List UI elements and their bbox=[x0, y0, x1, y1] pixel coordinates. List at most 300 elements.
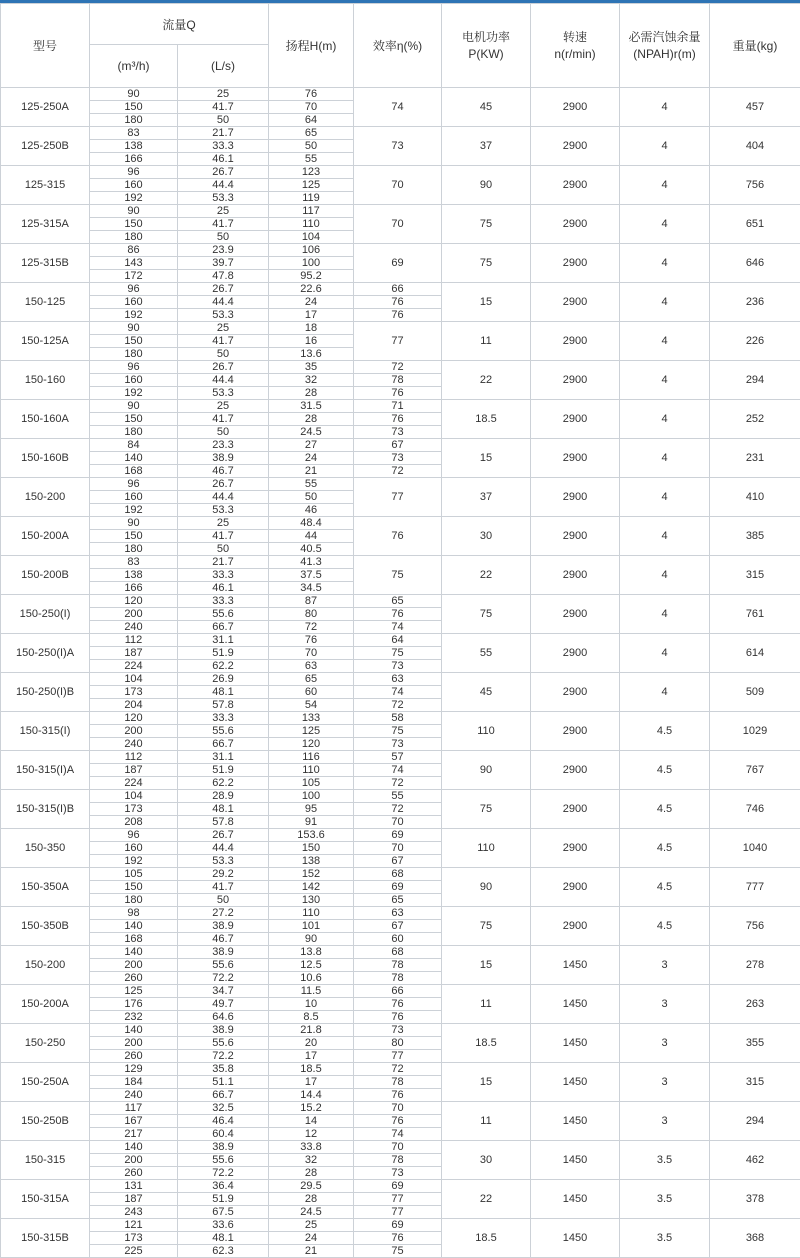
flow-m3h-cell: 83 bbox=[90, 556, 178, 569]
head-cell: 50 bbox=[269, 491, 354, 504]
flow-m3h-cell: 200 bbox=[90, 1154, 178, 1167]
spec-row-line bbox=[1, 205, 800, 218]
power-cell: 11 bbox=[442, 985, 531, 1024]
head-cell: 70 bbox=[269, 647, 354, 660]
weight-cell: 385 bbox=[710, 517, 800, 556]
efficiency-cell: 75 bbox=[354, 725, 442, 738]
efficiency-cell: 72 bbox=[354, 1063, 442, 1076]
flow-ls-cell: 47.8 bbox=[178, 270, 269, 283]
power-cell: 22 bbox=[442, 1180, 531, 1219]
efficiency-cell: 69 bbox=[354, 881, 442, 894]
spec-table-body bbox=[1, 88, 800, 1258]
speed-cell: 1450 bbox=[531, 1063, 620, 1102]
weight-cell: 756 bbox=[710, 166, 800, 205]
flow-m3h-cell: 192 bbox=[90, 192, 178, 205]
head-cell: 14 bbox=[269, 1115, 354, 1128]
flow-ls-cell: 72.2 bbox=[178, 1050, 269, 1063]
head-cell: 87 bbox=[269, 595, 354, 608]
speed-cell: 2900 bbox=[531, 790, 620, 829]
head-cell: 55 bbox=[269, 478, 354, 491]
model-cell: 150-160B bbox=[1, 439, 90, 478]
flow-m3h-cell: 90 bbox=[90, 88, 178, 101]
flow-m3h-cell: 105 bbox=[90, 868, 178, 881]
model-cell: 150-250 bbox=[1, 1024, 90, 1063]
flow-ls-cell: 46.1 bbox=[178, 153, 269, 166]
head-cell: 24 bbox=[269, 452, 354, 465]
flow-ls-cell: 26.7 bbox=[178, 829, 269, 842]
speed-cell: 2900 bbox=[531, 88, 620, 127]
header-power bbox=[442, 4, 531, 88]
flow-m3h-cell: 240 bbox=[90, 1089, 178, 1102]
flow-ls-cell: 33.3 bbox=[178, 140, 269, 153]
flow-ls-cell: 46.4 bbox=[178, 1115, 269, 1128]
flow-m3h-cell: 150 bbox=[90, 881, 178, 894]
flow-m3h-cell: 187 bbox=[90, 647, 178, 660]
header-flow-m3h: (m³/h) bbox=[90, 45, 178, 88]
flow-ls-cell: 31.1 bbox=[178, 634, 269, 647]
flow-m3h-cell: 140 bbox=[90, 1141, 178, 1154]
flow-m3h-cell: 173 bbox=[90, 803, 178, 816]
flow-m3h-cell: 176 bbox=[90, 998, 178, 1011]
power-cell: 15 bbox=[442, 439, 531, 478]
power-cell: 110 bbox=[442, 712, 531, 751]
efficiency-cell: 71 bbox=[354, 400, 442, 413]
efficiency-cell: 78 bbox=[354, 1154, 442, 1167]
flow-m3h-cell: 140 bbox=[90, 920, 178, 933]
flow-m3h-cell: 260 bbox=[90, 1167, 178, 1180]
spec-row-line bbox=[1, 1180, 800, 1193]
efficiency-cell: 65 bbox=[354, 595, 442, 608]
npsh-cell: 4 bbox=[620, 244, 710, 283]
npsh-cell: 3.5 bbox=[620, 1141, 710, 1180]
efficiency-cell: 68 bbox=[354, 868, 442, 881]
efficiency-cell: 80 bbox=[354, 1037, 442, 1050]
efficiency-cell: 67 bbox=[354, 920, 442, 933]
flow-m3h-cell: 217 bbox=[90, 1128, 178, 1141]
head-cell: 65 bbox=[269, 673, 354, 686]
model-cell: 150-315(I)B bbox=[1, 790, 90, 829]
flow-ls-cell: 51.9 bbox=[178, 647, 269, 660]
header-power-line1: 电机功率 bbox=[442, 29, 530, 46]
flow-m3h-cell: 150 bbox=[90, 413, 178, 426]
flow-ls-cell: 62.2 bbox=[178, 777, 269, 790]
speed-cell: 2900 bbox=[531, 556, 620, 595]
flow-ls-cell: 41.7 bbox=[178, 413, 269, 426]
npsh-cell: 4 bbox=[620, 595, 710, 634]
model-cell: 125-315B bbox=[1, 244, 90, 283]
head-cell: 14.4 bbox=[269, 1089, 354, 1102]
flow-m3h-cell: 192 bbox=[90, 387, 178, 400]
head-cell: 95 bbox=[269, 803, 354, 816]
speed-cell: 2900 bbox=[531, 361, 620, 400]
flow-m3h-cell: 225 bbox=[90, 1245, 178, 1258]
flow-ls-cell: 50 bbox=[178, 348, 269, 361]
head-cell: 130 bbox=[269, 894, 354, 907]
flow-ls-cell: 33.6 bbox=[178, 1219, 269, 1232]
head-cell: 15.2 bbox=[269, 1102, 354, 1115]
flow-ls-cell: 21.7 bbox=[178, 556, 269, 569]
efficiency-cell: 74 bbox=[354, 1128, 442, 1141]
speed-cell: 2900 bbox=[531, 829, 620, 868]
flow-m3h-cell: 90 bbox=[90, 517, 178, 530]
weight-cell: 294 bbox=[710, 1102, 800, 1141]
efficiency-cell: 66 bbox=[354, 985, 442, 998]
efficiency-cell: 73 bbox=[354, 452, 442, 465]
power-cell: 90 bbox=[442, 166, 531, 205]
weight-cell: 761 bbox=[710, 595, 800, 634]
power-cell: 45 bbox=[442, 673, 531, 712]
spec-row-line bbox=[1, 829, 800, 842]
flow-ls-cell: 38.9 bbox=[178, 1141, 269, 1154]
model-cell: 125-315 bbox=[1, 166, 90, 205]
efficiency-cell: 69 bbox=[354, 244, 442, 283]
flow-ls-cell: 38.9 bbox=[178, 1024, 269, 1037]
power-cell: 18.5 bbox=[442, 400, 531, 439]
head-cell: 100 bbox=[269, 257, 354, 270]
npsh-cell: 4 bbox=[620, 88, 710, 127]
spec-row-line bbox=[1, 361, 800, 374]
efficiency-cell: 70 bbox=[354, 1141, 442, 1154]
model-cell: 150-350B bbox=[1, 907, 90, 946]
npsh-cell: 4 bbox=[620, 478, 710, 517]
weight-cell: 278 bbox=[710, 946, 800, 985]
flow-m3h-cell: 98 bbox=[90, 907, 178, 920]
weight-cell: 457 bbox=[710, 88, 800, 127]
efficiency-cell: 73 bbox=[354, 660, 442, 673]
header-speed-line1: 转速 bbox=[531, 29, 619, 46]
flow-m3h-cell: 180 bbox=[90, 231, 178, 244]
spec-row-line bbox=[1, 712, 800, 725]
efficiency-cell: 72 bbox=[354, 361, 442, 374]
flow-ls-cell: 51.1 bbox=[178, 1076, 269, 1089]
efficiency-cell: 70 bbox=[354, 816, 442, 829]
efficiency-cell: 76 bbox=[354, 1232, 442, 1245]
flow-m3h-cell: 204 bbox=[90, 699, 178, 712]
spec-row-line bbox=[1, 1219, 800, 1232]
head-cell: 28 bbox=[269, 387, 354, 400]
head-cell: 34.5 bbox=[269, 582, 354, 595]
head-cell: 41.3 bbox=[269, 556, 354, 569]
model-cell: 150-315 bbox=[1, 1141, 90, 1180]
model-cell: 150-250(I)A bbox=[1, 634, 90, 673]
speed-cell: 1450 bbox=[531, 946, 620, 985]
head-cell: 24 bbox=[269, 1232, 354, 1245]
head-cell: 17 bbox=[269, 1050, 354, 1063]
flow-ls-cell: 53.3 bbox=[178, 855, 269, 868]
power-cell: 15 bbox=[442, 283, 531, 322]
flow-m3h-cell: 192 bbox=[90, 309, 178, 322]
flow-ls-cell: 55.6 bbox=[178, 1037, 269, 1050]
flow-m3h-cell: 138 bbox=[90, 140, 178, 153]
flow-ls-cell: 53.3 bbox=[178, 387, 269, 400]
speed-cell: 2900 bbox=[531, 322, 620, 361]
flow-ls-cell: 46.7 bbox=[178, 465, 269, 478]
power-cell: 75 bbox=[442, 595, 531, 634]
speed-cell: 2900 bbox=[531, 751, 620, 790]
flow-m3h-cell: 180 bbox=[90, 543, 178, 556]
header-npsh bbox=[620, 4, 710, 88]
spec-row-line bbox=[1, 1063, 800, 1076]
head-cell: 10.6 bbox=[269, 972, 354, 985]
head-cell: 28 bbox=[269, 413, 354, 426]
flow-m3h-cell: 200 bbox=[90, 1037, 178, 1050]
flow-ls-cell: 44.4 bbox=[178, 296, 269, 309]
efficiency-cell: 73 bbox=[354, 426, 442, 439]
weight-cell: 226 bbox=[710, 322, 800, 361]
flow-m3h-cell: 150 bbox=[90, 218, 178, 231]
npsh-cell: 4 bbox=[620, 322, 710, 361]
head-cell: 90 bbox=[269, 933, 354, 946]
head-cell: 13.6 bbox=[269, 348, 354, 361]
flow-m3h-cell: 112 bbox=[90, 751, 178, 764]
speed-cell: 2900 bbox=[531, 712, 620, 751]
head-cell: 22.6 bbox=[269, 283, 354, 296]
flow-ls-cell: 50 bbox=[178, 543, 269, 556]
npsh-cell: 3 bbox=[620, 946, 710, 985]
flow-ls-cell: 26.7 bbox=[178, 283, 269, 296]
efficiency-cell: 73 bbox=[354, 1024, 442, 1037]
flow-ls-cell: 66.7 bbox=[178, 738, 269, 751]
spec-row-line bbox=[1, 166, 800, 179]
flow-m3h-cell: 243 bbox=[90, 1206, 178, 1219]
model-cell: 125-315A bbox=[1, 205, 90, 244]
flow-ls-cell: 48.1 bbox=[178, 803, 269, 816]
header-model: 型号 bbox=[1, 4, 90, 88]
head-cell: 116 bbox=[269, 751, 354, 764]
npsh-cell: 3 bbox=[620, 985, 710, 1024]
npsh-cell: 4 bbox=[620, 400, 710, 439]
flow-m3h-cell: 90 bbox=[90, 322, 178, 335]
flow-ls-cell: 41.7 bbox=[178, 530, 269, 543]
npsh-cell: 4.5 bbox=[620, 907, 710, 946]
flow-m3h-cell: 167 bbox=[90, 1115, 178, 1128]
spec-row-line bbox=[1, 127, 800, 140]
spec-row-line bbox=[1, 439, 800, 452]
flow-ls-cell: 25 bbox=[178, 517, 269, 530]
head-cell: 55 bbox=[269, 153, 354, 166]
flow-ls-cell: 25 bbox=[178, 88, 269, 101]
head-cell: 46 bbox=[269, 504, 354, 517]
npsh-cell: 3 bbox=[620, 1102, 710, 1141]
model-cell: 150-315(I)A bbox=[1, 751, 90, 790]
head-cell: 125 bbox=[269, 179, 354, 192]
head-cell: 48.4 bbox=[269, 517, 354, 530]
power-cell: 75 bbox=[442, 244, 531, 283]
head-cell: 72 bbox=[269, 621, 354, 634]
flow-m3h-cell: 166 bbox=[90, 153, 178, 166]
efficiency-cell: 69 bbox=[354, 829, 442, 842]
head-cell: 18.5 bbox=[269, 1063, 354, 1076]
flow-m3h-cell: 200 bbox=[90, 608, 178, 621]
npsh-cell: 3.5 bbox=[620, 1219, 710, 1258]
head-cell: 24.5 bbox=[269, 1206, 354, 1219]
power-cell: 18.5 bbox=[442, 1024, 531, 1063]
flow-m3h-cell: 90 bbox=[90, 205, 178, 218]
npsh-cell: 4 bbox=[620, 361, 710, 400]
flow-ls-cell: 64.6 bbox=[178, 1011, 269, 1024]
head-cell: 120 bbox=[269, 738, 354, 751]
npsh-cell: 4 bbox=[620, 673, 710, 712]
power-cell: 75 bbox=[442, 790, 531, 829]
power-cell: 110 bbox=[442, 829, 531, 868]
weight-cell: 231 bbox=[710, 439, 800, 478]
flow-ls-cell: 38.9 bbox=[178, 920, 269, 933]
flow-m3h-cell: 232 bbox=[90, 1011, 178, 1024]
model-cell: 150-250B bbox=[1, 1102, 90, 1141]
weight-cell: 294 bbox=[710, 361, 800, 400]
weight-cell: 651 bbox=[710, 205, 800, 244]
head-cell: 21 bbox=[269, 465, 354, 478]
flow-m3h-cell: 172 bbox=[90, 270, 178, 283]
head-cell: 150 bbox=[269, 842, 354, 855]
flow-ls-cell: 57.8 bbox=[178, 699, 269, 712]
efficiency-cell: 63 bbox=[354, 907, 442, 920]
header-flow-ls: (L/s) bbox=[178, 45, 269, 88]
header-speed bbox=[531, 4, 620, 88]
flow-ls-cell: 50 bbox=[178, 114, 269, 127]
flow-ls-cell: 50 bbox=[178, 894, 269, 907]
flow-m3h-cell: 83 bbox=[90, 127, 178, 140]
flow-ls-cell: 35.8 bbox=[178, 1063, 269, 1076]
header-row-1 bbox=[1, 4, 800, 45]
flow-m3h-cell: 96 bbox=[90, 829, 178, 842]
flow-ls-cell: 48.1 bbox=[178, 686, 269, 699]
efficiency-cell: 72 bbox=[354, 777, 442, 790]
model-cell: 150-160 bbox=[1, 361, 90, 400]
efficiency-cell: 77 bbox=[354, 478, 442, 517]
weight-cell: 368 bbox=[710, 1219, 800, 1258]
npsh-cell: 4.5 bbox=[620, 868, 710, 907]
flow-m3h-cell: 131 bbox=[90, 1180, 178, 1193]
weight-cell: 355 bbox=[710, 1024, 800, 1063]
spec-table-header bbox=[1, 4, 800, 88]
head-cell: 35 bbox=[269, 361, 354, 374]
flow-ls-cell: 44.4 bbox=[178, 491, 269, 504]
flow-m3h-cell: 160 bbox=[90, 842, 178, 855]
power-cell: 37 bbox=[442, 478, 531, 517]
flow-ls-cell: 72.2 bbox=[178, 1167, 269, 1180]
power-cell: 90 bbox=[442, 751, 531, 790]
speed-cell: 2900 bbox=[531, 400, 620, 439]
speed-cell: 2900 bbox=[531, 595, 620, 634]
head-cell: 64 bbox=[269, 114, 354, 127]
npsh-cell: 4 bbox=[620, 166, 710, 205]
model-cell: 150-200 bbox=[1, 946, 90, 985]
head-cell: 91 bbox=[269, 816, 354, 829]
head-cell: 80 bbox=[269, 608, 354, 621]
flow-m3h-cell: 180 bbox=[90, 348, 178, 361]
speed-cell: 2900 bbox=[531, 283, 620, 322]
flow-ls-cell: 26.9 bbox=[178, 673, 269, 686]
model-cell: 150-350 bbox=[1, 829, 90, 868]
flow-m3h-cell: 173 bbox=[90, 1232, 178, 1245]
head-cell: 11.5 bbox=[269, 985, 354, 998]
speed-cell: 2900 bbox=[531, 244, 620, 283]
flow-m3h-cell: 187 bbox=[90, 1193, 178, 1206]
model-cell: 150-250(I)B bbox=[1, 673, 90, 712]
spec-row-line bbox=[1, 1141, 800, 1154]
head-cell: 28 bbox=[269, 1167, 354, 1180]
flow-m3h-cell: 180 bbox=[90, 114, 178, 127]
flow-ls-cell: 53.3 bbox=[178, 504, 269, 517]
weight-cell: 614 bbox=[710, 634, 800, 673]
head-cell: 76 bbox=[269, 88, 354, 101]
power-cell: 45 bbox=[442, 88, 531, 127]
flow-ls-cell: 49.7 bbox=[178, 998, 269, 1011]
efficiency-cell: 76 bbox=[354, 608, 442, 621]
flow-m3h-cell: 150 bbox=[90, 335, 178, 348]
flow-ls-cell: 41.7 bbox=[178, 881, 269, 894]
npsh-cell: 4.5 bbox=[620, 712, 710, 751]
flow-ls-cell: 53.3 bbox=[178, 192, 269, 205]
flow-ls-cell: 48.1 bbox=[178, 1232, 269, 1245]
power-cell: 30 bbox=[442, 1141, 531, 1180]
flow-ls-cell: 33.3 bbox=[178, 595, 269, 608]
efficiency-cell: 63 bbox=[354, 673, 442, 686]
flow-ls-cell: 67.5 bbox=[178, 1206, 269, 1219]
spec-row-line bbox=[1, 1024, 800, 1037]
efficiency-cell: 76 bbox=[354, 1011, 442, 1024]
flow-ls-cell: 72.2 bbox=[178, 972, 269, 985]
flow-m3h-cell: 160 bbox=[90, 179, 178, 192]
flow-m3h-cell: 200 bbox=[90, 959, 178, 972]
efficiency-cell: 76 bbox=[354, 387, 442, 400]
speed-cell: 1450 bbox=[531, 985, 620, 1024]
npsh-cell: 4.5 bbox=[620, 829, 710, 868]
flow-ls-cell: 44.4 bbox=[178, 374, 269, 387]
efficiency-cell: 69 bbox=[354, 1180, 442, 1193]
speed-cell: 2900 bbox=[531, 205, 620, 244]
flow-m3h-cell: 240 bbox=[90, 621, 178, 634]
efficiency-cell: 67 bbox=[354, 439, 442, 452]
head-cell: 119 bbox=[269, 192, 354, 205]
speed-cell: 1450 bbox=[531, 1219, 620, 1258]
power-cell: 11 bbox=[442, 322, 531, 361]
flow-m3h-cell: 140 bbox=[90, 946, 178, 959]
weight-cell: 767 bbox=[710, 751, 800, 790]
speed-cell: 1450 bbox=[531, 1024, 620, 1063]
efficiency-cell: 73 bbox=[354, 738, 442, 751]
head-cell: 100 bbox=[269, 790, 354, 803]
flow-m3h-cell: 121 bbox=[90, 1219, 178, 1232]
head-cell: 25 bbox=[269, 1219, 354, 1232]
efficiency-cell: 74 bbox=[354, 686, 442, 699]
weight-cell: 263 bbox=[710, 985, 800, 1024]
flow-ls-cell: 60.4 bbox=[178, 1128, 269, 1141]
model-cell: 150-200B bbox=[1, 556, 90, 595]
flow-ls-cell: 26.7 bbox=[178, 361, 269, 374]
power-cell: 15 bbox=[442, 1063, 531, 1102]
flow-ls-cell: 57.8 bbox=[178, 816, 269, 829]
power-cell: 11 bbox=[442, 1102, 531, 1141]
head-cell: 12 bbox=[269, 1128, 354, 1141]
head-cell: 24 bbox=[269, 296, 354, 309]
efficiency-cell: 66 bbox=[354, 283, 442, 296]
speed-cell: 1450 bbox=[531, 1180, 620, 1219]
spec-row-line bbox=[1, 868, 800, 881]
head-cell: 32 bbox=[269, 1154, 354, 1167]
efficiency-cell: 78 bbox=[354, 1076, 442, 1089]
flow-ls-cell: 44.4 bbox=[178, 842, 269, 855]
head-cell: 13.8 bbox=[269, 946, 354, 959]
npsh-cell: 4.5 bbox=[620, 790, 710, 829]
efficiency-cell: 76 bbox=[354, 296, 442, 309]
spec-row-line bbox=[1, 751, 800, 764]
flow-m3h-cell: 120 bbox=[90, 595, 178, 608]
flow-ls-cell: 31.1 bbox=[178, 751, 269, 764]
head-cell: 104 bbox=[269, 231, 354, 244]
flow-m3h-cell: 240 bbox=[90, 738, 178, 751]
